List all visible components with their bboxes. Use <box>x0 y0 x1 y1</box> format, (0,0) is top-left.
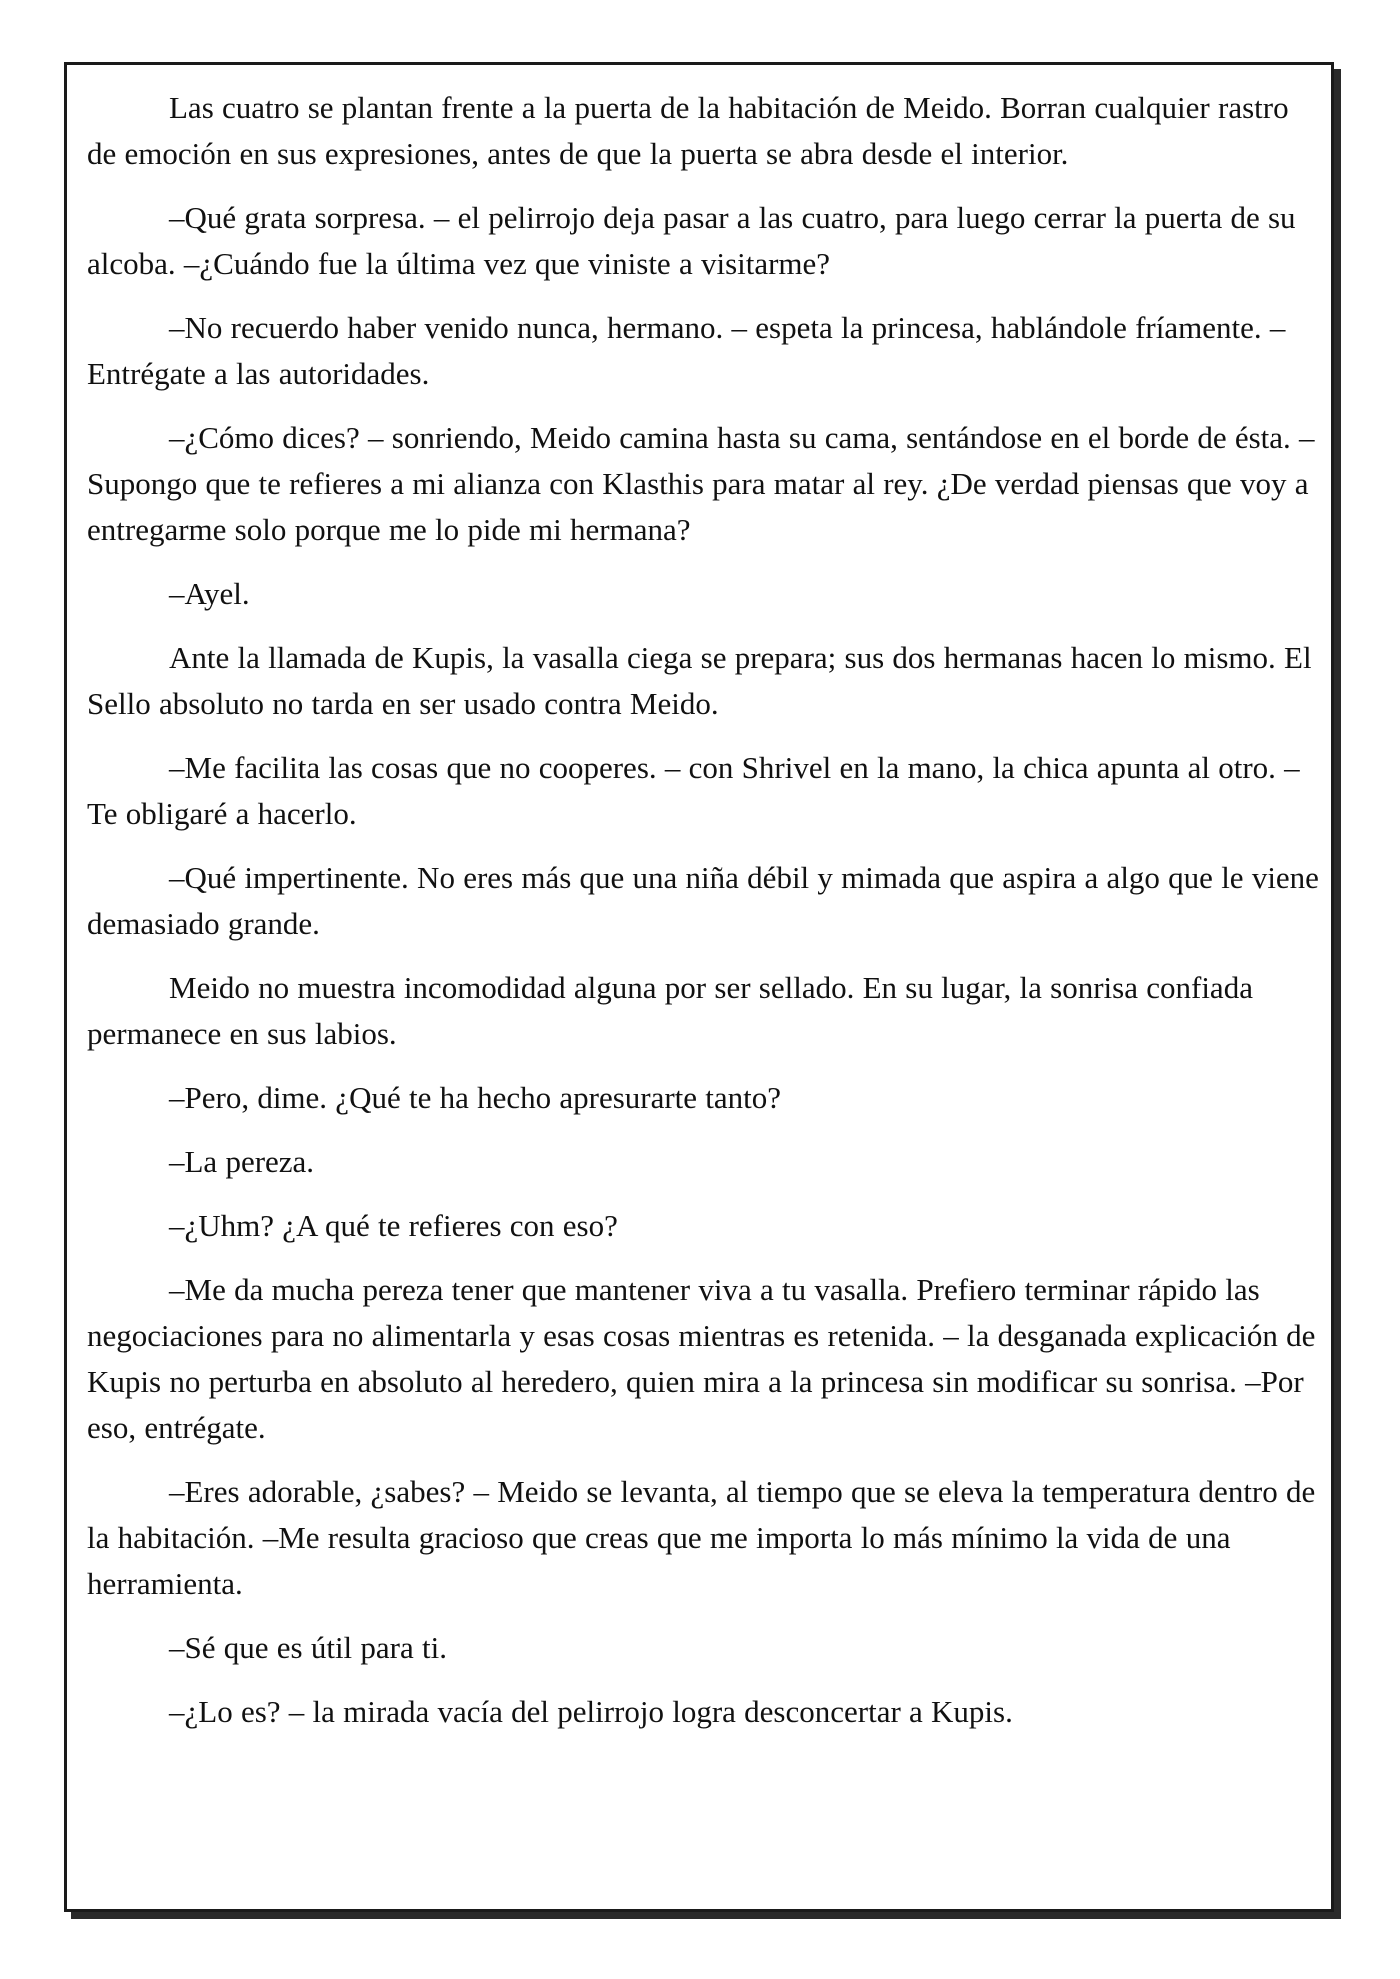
page-frame <box>64 62 1334 1912</box>
paragraph: –Me facilita las cosas que no cooperes. – con Shrivel en la mano, la chica apunta al otro. –Te obligaré a hacerlo. <box>87 750 1300 831</box>
document-body <box>87 85 1319 1753</box>
paragraph: –Qué impertinente. No eres más que una niña débil y mimada que aspira a algo que le viene demasiado grande. <box>87 860 1319 941</box>
paragraph: –Me da mucha pereza tener que mantener viva a tu vasalla. Prefiero terminar rápido las negociaciones para no alimentarla y esas cosas mientras es retenida. – la desganada explicación de Kupis no perturba en absoluto al heredero, quien mira a la princesa sin modificar su sonrisa. –Por eso, entrégate. <box>87 1272 1316 1445</box>
paragraph: –Pero, dime. ¿Qué te ha hecho apresurarte tanto? <box>169 1080 782 1115</box>
paragraph: –No recuerdo haber venido nunca, hermano. – espeta la princesa, hablándole fríamente. –Entrégate a las autoridades. <box>87 310 1286 391</box>
paragraph: –Ayel. <box>169 576 250 611</box>
paragraph: Ante la llamada de Kupis, la vasalla ciega se prepara; sus dos hermanas hacen lo mismo. El Sello absoluto no tarda en ser usado contra Meido. <box>87 640 1312 721</box>
paragraph: –¿Uhm? ¿A qué te refieres con eso? <box>169 1208 618 1243</box>
paragraph: Las cuatro se plantan frente a la puerta de la habitación de Meido. Borran cualquier rastro de emoción en sus expresiones, antes de que la puerta se abra desde el interior. <box>87 90 1289 171</box>
paragraph: –¿Lo es? – la mirada vacía del pelirrojo logra desconcertar a Kupis. <box>169 1694 1013 1729</box>
paragraph: –¿Cómo dices? – sonriendo, Meido camina hasta su cama, sentándose en el borde de ésta. –Supongo que te refieres a mi alianza con Klasthis para matar al rey. ¿De verdad piensas que voy a entregarme solo porque me lo pide mi hermana? <box>87 420 1315 547</box>
paragraph: –Sé que es útil para ti. <box>169 1630 447 1665</box>
paragraph: –Eres adorable, ¿sabes? – Meido se levanta, al tiempo que se eleva la temperatura dentro de la habitación. –Me resulta gracioso que creas que me importa lo más mínimo la vida de una herramienta. <box>87 1474 1316 1601</box>
paragraph: Meido no muestra incomodidad alguna por ser sellado. En su lugar, la sonrisa confiada permanece en sus labios. <box>87 970 1253 1051</box>
paragraph: –La pereza. <box>169 1144 315 1179</box>
paragraph: –Qué grata sorpresa. – el pelirrojo deja pasar a las cuatro, para luego cerrar la puerta de su alcoba. –¿Cuándo fue la última vez que viniste a visitarme? <box>87 200 1296 281</box>
